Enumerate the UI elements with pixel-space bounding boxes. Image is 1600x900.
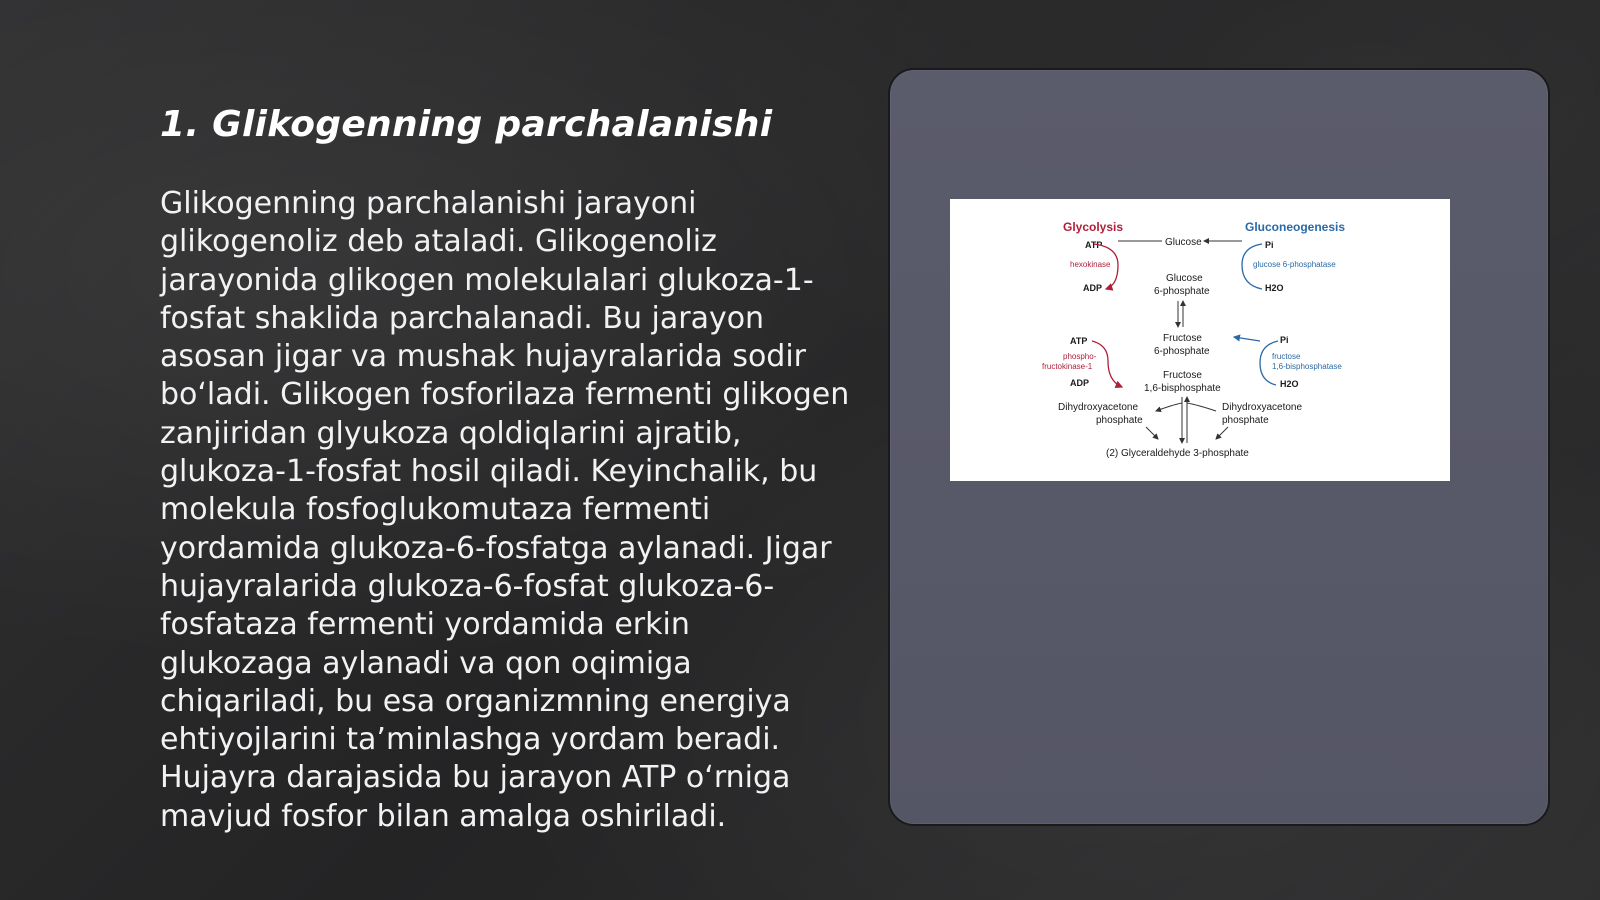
h2o-label-top: H2O — [1265, 283, 1284, 293]
hexokinase-label: hexokinase — [1070, 260, 1111, 269]
glycolysis-label: Glycolysis — [1063, 220, 1124, 234]
pfk-arrow — [1092, 341, 1122, 387]
adp-label-top: ADP — [1083, 283, 1103, 293]
atp-label-top: ATP — [1085, 240, 1103, 250]
h2o-label-mid: H2O — [1280, 379, 1299, 389]
adp-label-mid: ADP — [1070, 378, 1090, 388]
pfk-line1: phospho- — [1063, 352, 1097, 361]
slide-title: 1. Glikogenning parchalanishi — [160, 104, 773, 145]
dhap-left-to-g3p — [1146, 427, 1158, 439]
glucose6p-line1: Glucose — [1166, 273, 1203, 284]
f16bp-line1: Fructose — [1163, 370, 1202, 381]
pfk-line2: fructokinase-1 — [1042, 362, 1093, 371]
glucose6p-line2: 6-phosphate — [1154, 286, 1210, 297]
gluconeogenesis-label: Gluconeogenesis — [1245, 220, 1346, 234]
slide-body-text: Glikogenning parchalanishi jarayoni glikogenoliz deb ataladi. Glikogenoliz jarayonida glikogen molekulalari glukoza-1-fosfat shaklida parchalanadi. Bu jarayon asosan jigar va mushak hujayralarida sodir bo‘ladi. Glikogen fosforilaza fermenti glikogen zanjiridan glyukoza qoldiqlarini ajratib, glukoza-1-fosfat hosil qiladi. Keyinchalik, bu molekula fosfoglukomutaza fermenti yordamida glukoza-6-fosfatga aylanadi. Jigar hujayralarida glukoza-6-fosfat glukoza-6-fosfataza fermenti yordamida erkin glukozaga aylanadi va qon oqimiga chiqariladi, bu esa organizmning energiya ehtiyojlarini ta’minlashga yordam beradi. Hujayra darajasida bu jarayon ATP o‘rniga mavjud fosfor bilan amalga oshiriladi. — [160, 186, 850, 834]
atp-label-mid: ATP — [1070, 336, 1088, 346]
to-dhap-left — [1156, 403, 1182, 411]
dhap-left-line1: Dihydroxyacetone — [1058, 402, 1139, 413]
fbpase-line2: 1,6-bisphosphatase — [1272, 362, 1342, 371]
glycolysis-gluconeogenesis-diagram — [950, 199, 1450, 481]
dhap-left-line2: phosphate — [1096, 415, 1143, 426]
fbpase-line1: fructose — [1272, 352, 1301, 361]
pi-label-top: Pi — [1265, 240, 1274, 250]
diagram-svg — [950, 199, 1450, 481]
dhap-right-line1: Dihydroxyacetone — [1222, 402, 1303, 413]
dhap-right-to-g3p — [1216, 427, 1228, 439]
f6p-line2: 6-phosphate — [1154, 346, 1210, 357]
f6p-line1: Fructose — [1163, 333, 1202, 344]
to-dhap-right — [1187, 403, 1216, 411]
f16bp-line2: 1,6-bisphosphate — [1144, 383, 1221, 394]
g3p-label: (2) Glyceraldehyde 3-phosphate — [1106, 448, 1249, 459]
fbpase-arrow-head — [1234, 337, 1260, 341]
pi-label-mid: Pi — [1280, 335, 1289, 345]
dhap-right-line2: phosphate — [1222, 415, 1269, 426]
glucose-label: Glucose — [1165, 237, 1202, 248]
g6pase-label: glucose 6-phosphatase — [1253, 260, 1336, 269]
